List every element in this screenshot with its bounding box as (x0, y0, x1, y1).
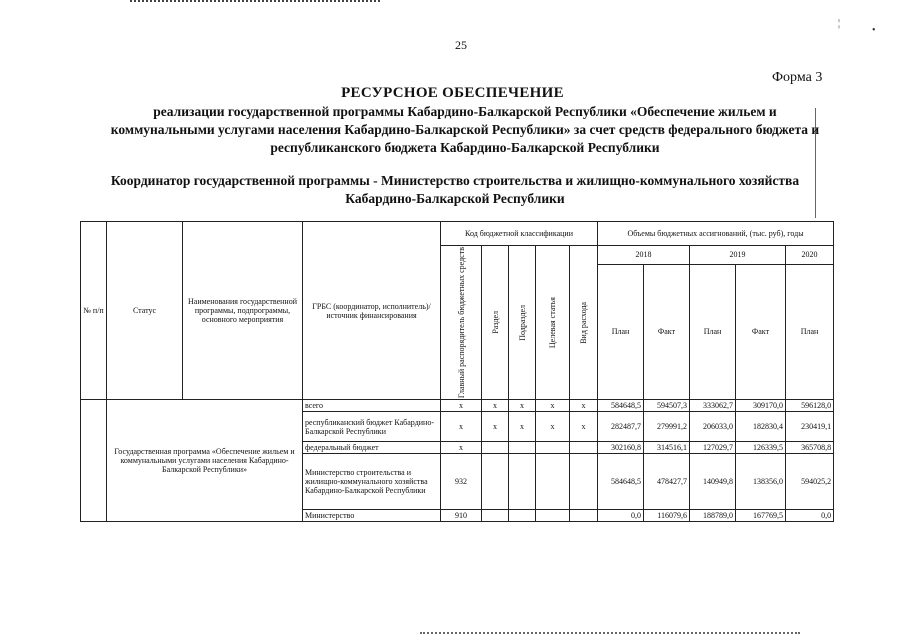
col-header-volumes-group: Объемы бюджетных ассигнований, (тыс. руб), годы (598, 222, 834, 246)
program-name-cell: Государственная программа «Обеспечение жильем и коммунальными услугами населения Кабардино-Балкарской Республики» (107, 400, 303, 522)
kbk-cell: x (536, 400, 570, 412)
scan-artifact-top (130, 0, 380, 5)
value-cell: 0,0 (786, 510, 834, 522)
value-cell: 126339,5 (736, 442, 786, 454)
value-cell: 584648,5 (598, 454, 644, 510)
value-cell: 302160,8 (598, 442, 644, 454)
scan-dot: • (872, 25, 876, 36)
col-header-fact: Факт (736, 264, 786, 399)
scan-mark: ¦ (838, 18, 841, 29)
value-cell: 314516,1 (644, 442, 690, 454)
kbk-cell (482, 510, 509, 522)
col-header-fact: Факт (644, 264, 690, 399)
col-header-kbk-group: Код бюджетной классификации (441, 222, 598, 246)
document-subtitle: реализации государственной программы Кабардино-Балкарской Республики «Обеспечение жильем и коммунальными услугами населения Кабардино-Балкарской Республики» за счет средств федерального бюджета и республиканского бюджета Кабардино-Балкарской Республики (110, 104, 820, 155)
value-cell: 127029,7 (690, 442, 736, 454)
source-cell: всего (303, 400, 441, 412)
kbk-cell (509, 454, 536, 510)
kbk-cell: x (509, 400, 536, 412)
value-cell: 188789,0 (690, 510, 736, 522)
kbk-cell: x (536, 412, 570, 442)
value-cell: 282487,7 (598, 412, 644, 442)
col-header-plan: План (690, 264, 736, 399)
col-header-year-2018: 2018 (598, 246, 690, 265)
col-header-year-2019: 2019 (690, 246, 786, 265)
value-cell: 594507,3 (644, 400, 690, 412)
value-cell: 584648,5 (598, 400, 644, 412)
col-header-plan: План (786, 264, 834, 399)
col-header-kbk-target: Целевая статья (536, 246, 570, 400)
kbk-cell (570, 510, 598, 522)
kbk-cell (536, 510, 570, 522)
kbk-cell: x (482, 400, 509, 412)
form-label: Форма 3 (772, 70, 823, 85)
col-header-kbk-expense-type: Вид расхода (570, 246, 598, 400)
source-cell: федеральный бюджет (303, 442, 441, 454)
value-cell: 596128,0 (786, 400, 834, 412)
document-title: РЕСУРСНОЕ ОБЕСПЕЧЕНИЕ (341, 85, 564, 101)
col-header-plan: План (598, 264, 644, 399)
program-coordinator: Координатор государственной программы - Министерство строительства и жилищно-коммунального хозяйства Кабардино-Балкарской Республики (110, 173, 800, 206)
kbk-cell (509, 442, 536, 454)
col-header-num: № п/п (81, 222, 107, 400)
kbk-cell (536, 442, 570, 454)
col-header-kbk-section: Раздел (482, 246, 509, 400)
header-row-1 (81, 222, 834, 246)
col-header-name: Наименования государственной программы, подпрограммы, основного мероприятия (183, 222, 303, 400)
value-cell: 478427,7 (644, 454, 690, 510)
value-cell: 206033,0 (690, 412, 736, 442)
kbk-cell (509, 510, 536, 522)
value-cell: 138356,0 (736, 454, 786, 510)
scan-artifact-bottom (420, 632, 800, 637)
kbk-cell: x (441, 400, 482, 412)
source-cell: Министерство строительства и жилищно-коммунального хозяйства Кабардино-Балкарской Республики (303, 454, 441, 510)
kbk-cell: x (441, 442, 482, 454)
kbk-cell: x (482, 412, 509, 442)
col-header-grbs: ГРБС (координатор, исполнитель)/источник финансирования (303, 222, 441, 400)
col-header-year-2020: 2020 (786, 246, 834, 265)
value-cell: 0,0 (598, 510, 644, 522)
value-cell: 333062,7 (690, 400, 736, 412)
kbk-cell (536, 454, 570, 510)
col-header-status: Статус (107, 222, 183, 400)
kbk-cell (570, 454, 598, 510)
kbk-cell: x (509, 412, 536, 442)
value-cell: 365708,8 (786, 442, 834, 454)
value-cell: 116079,6 (644, 510, 690, 522)
value-cell: 309170,0 (736, 400, 786, 412)
kbk-cell: x (570, 400, 598, 412)
kbk-cell: x (441, 412, 482, 442)
kbk-cell (482, 454, 509, 510)
value-cell: 140949,8 (690, 454, 736, 510)
cell-num (81, 400, 107, 522)
page-number: 25 (455, 38, 467, 52)
col-header-kbk-grbs: Главный распорядитель бюджетных средств (441, 246, 482, 400)
col-header-kbk-subsection: Подраздел (509, 246, 536, 400)
value-cell: 167769,5 (736, 510, 786, 522)
table-row (81, 400, 834, 412)
value-cell: 182830,4 (736, 412, 786, 442)
kbk-cell: 910 (441, 510, 482, 522)
source-cell: республиканский бюджет Кабардино- Балкарской Республики (303, 412, 441, 442)
kbk-cell (482, 442, 509, 454)
value-cell: 279991,2 (644, 412, 690, 442)
kbk-cell (570, 442, 598, 454)
kbk-cell: x (570, 412, 598, 442)
value-cell: 230419,1 (786, 412, 834, 442)
kbk-cell: 932 (441, 454, 482, 510)
resource-table (80, 221, 834, 522)
source-cell: Министерство (303, 510, 441, 522)
value-cell: 594025,2 (786, 454, 834, 510)
